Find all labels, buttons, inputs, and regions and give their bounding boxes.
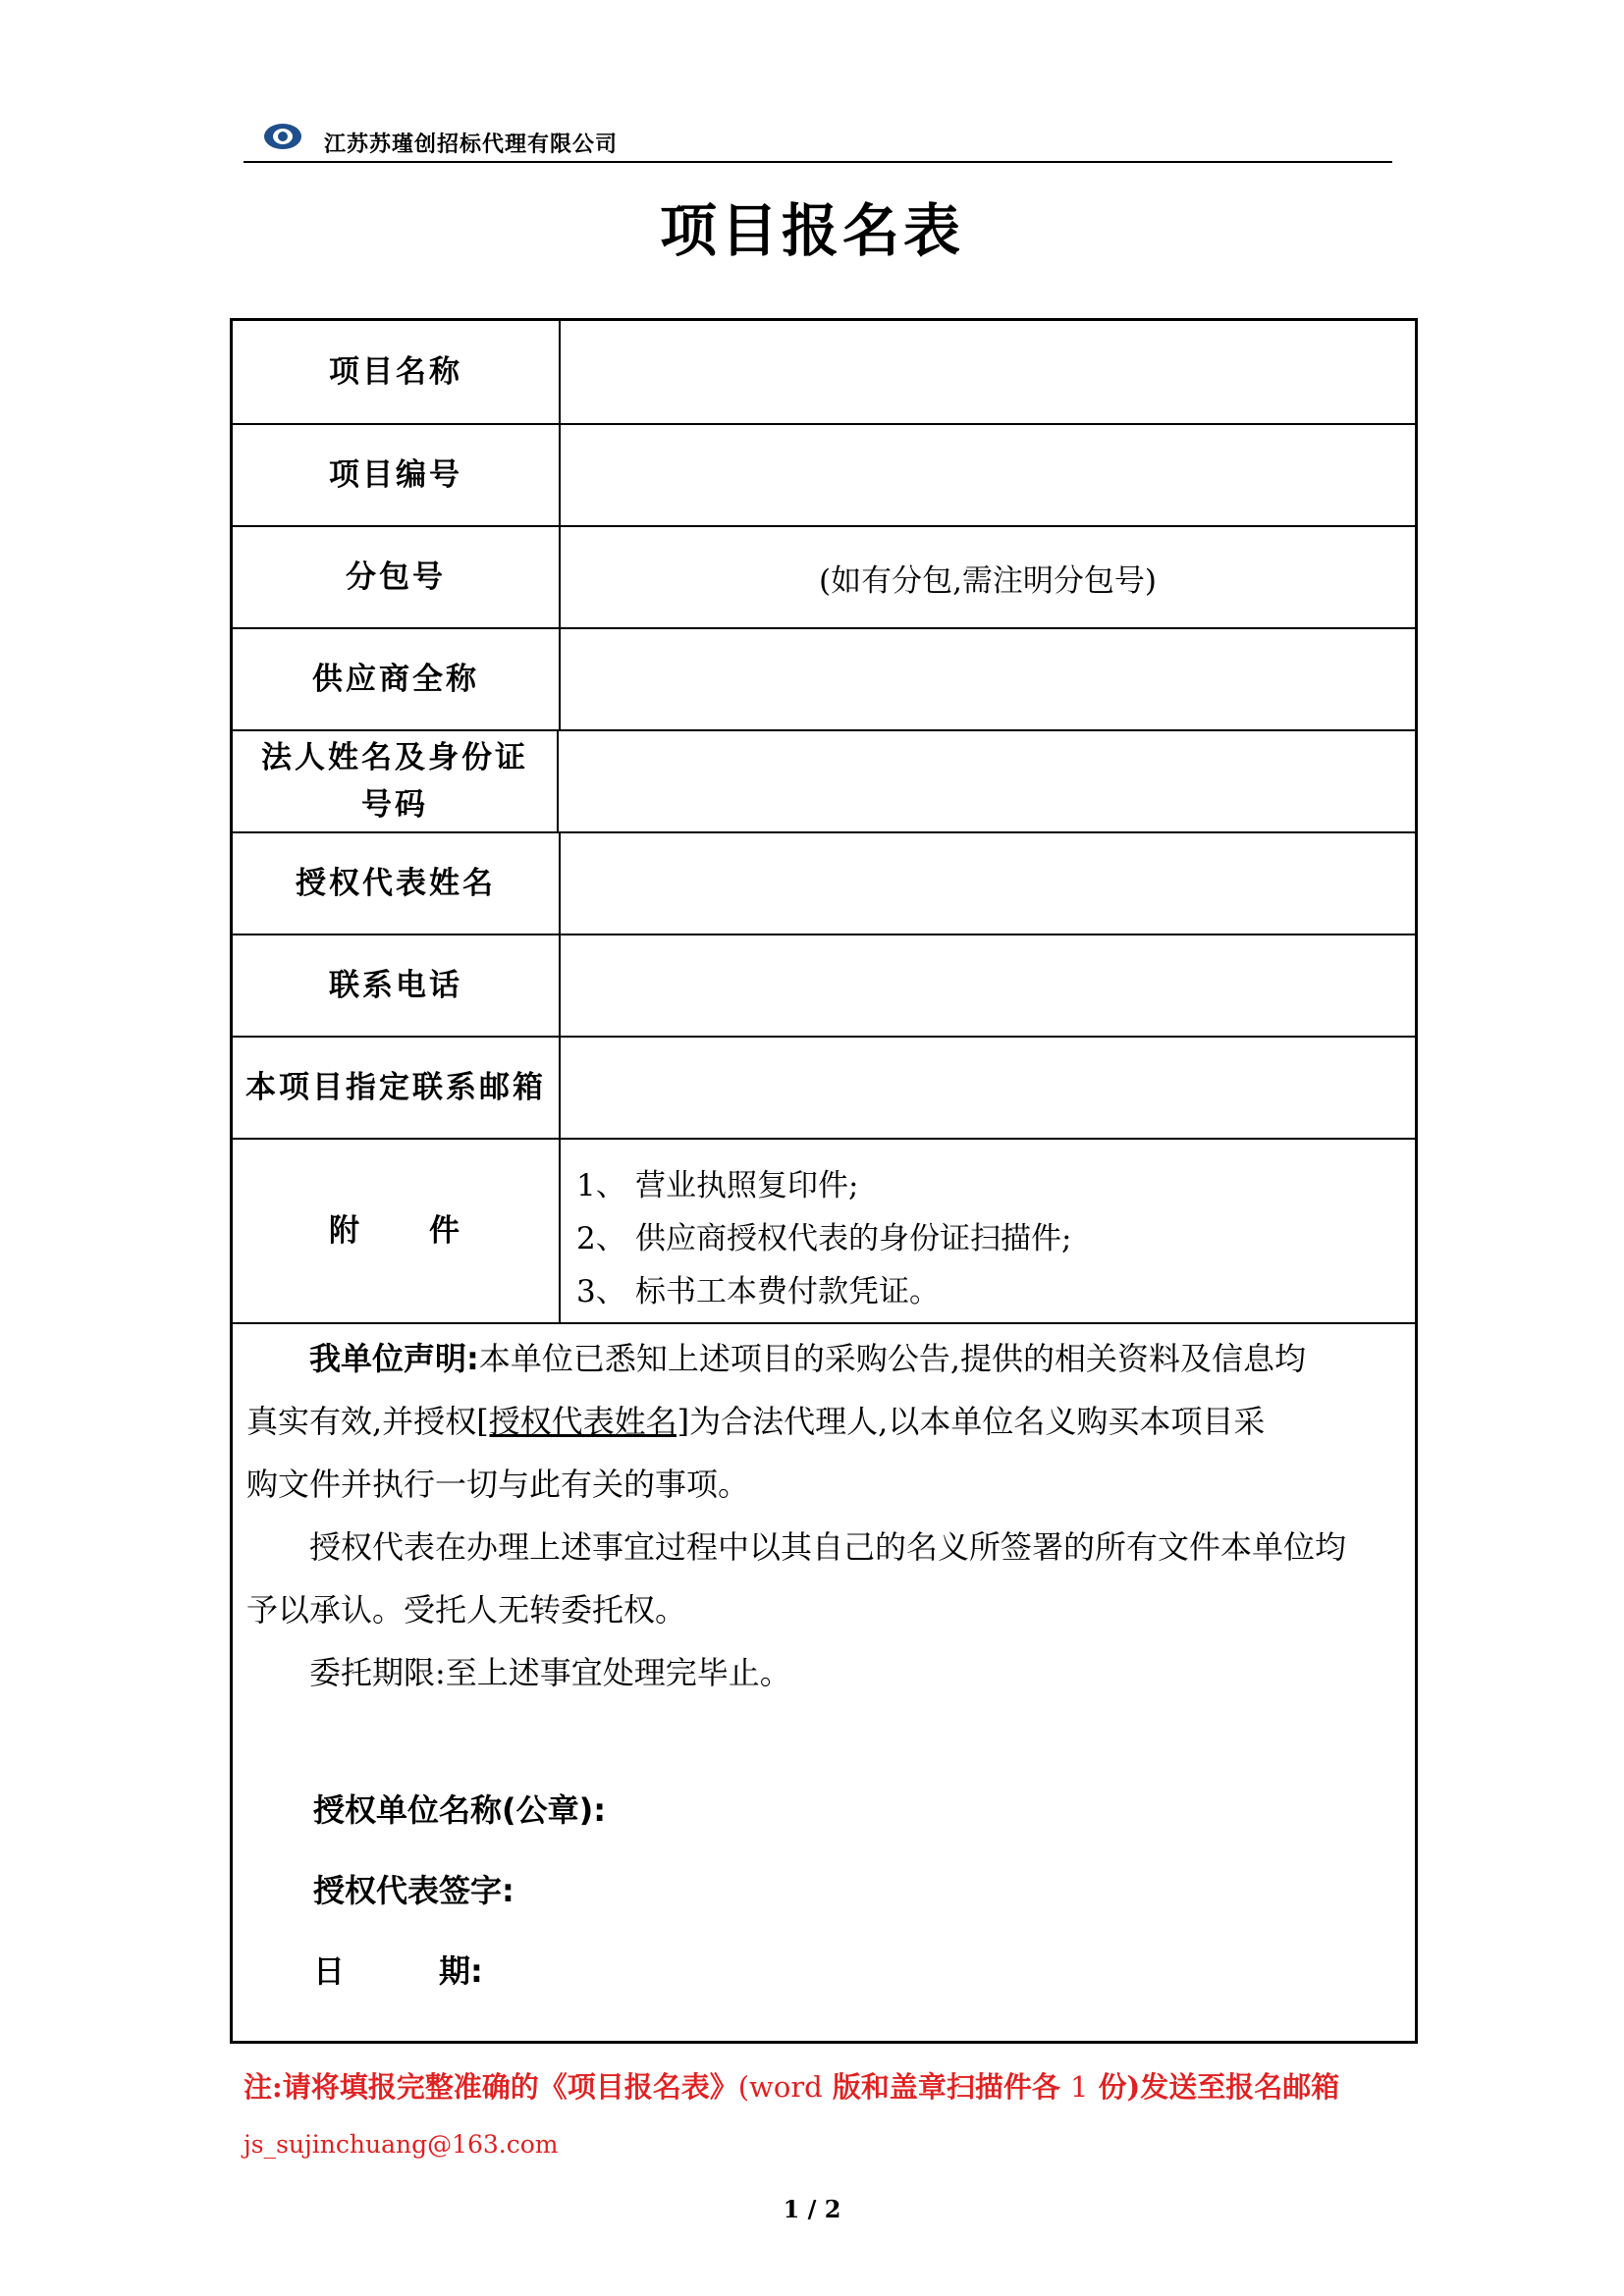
label-lot-number: 分包号 bbox=[233, 527, 561, 627]
row-authorized-rep bbox=[233, 833, 1415, 935]
field-authorized-rep[interactable] bbox=[561, 833, 1415, 934]
declaration-heading: 我单位声明: bbox=[309, 1340, 479, 1377]
page-header bbox=[244, 118, 1392, 165]
row-project-number bbox=[233, 425, 1415, 527]
submission-email-link[interactable]: js_sujinchuang@163.com bbox=[244, 2130, 559, 2159]
declaration-line-3: 购文件并执行一切与此有关的事项。 bbox=[246, 1466, 750, 1503]
declaration-line-1: 我单位声明:本单位已悉知上述项目的采购公告,提供的相关资料及信息均 bbox=[309, 1340, 1306, 1377]
field-lot-number[interactable]: (如有分包,需注明分包号) bbox=[818, 562, 1158, 599]
submission-note: 注:请将填报完整准确的《项目报名表》(word 版和盖章扫描件各 1 份)发送至报名邮箱 bbox=[244, 2070, 1340, 2104]
field-email[interactable] bbox=[561, 1038, 1415, 1138]
attachment-list bbox=[576, 1159, 1071, 1318]
label-phone: 联系电话 bbox=[233, 935, 561, 1036]
attachment-item: 2、 供应商授权代表的身份证扫描件; bbox=[576, 1221, 1072, 1256]
label-legal-rep-id: 法人姓名及身份证号码 bbox=[233, 731, 559, 831]
field-phone[interactable] bbox=[561, 935, 1415, 1036]
row-email bbox=[233, 1038, 1415, 1140]
header-divider bbox=[244, 161, 1392, 163]
declaration-para2-line2: 予以承认。受托人无转委托权。 bbox=[246, 1591, 687, 1629]
page-title: 项目报名表 bbox=[659, 197, 964, 264]
rep-name-placeholder[interactable]: [授权代表姓名] bbox=[476, 1403, 690, 1440]
row-legal-rep-id bbox=[233, 731, 1415, 833]
field-supplier-name[interactable] bbox=[561, 629, 1415, 729]
field-project-number[interactable] bbox=[561, 425, 1415, 525]
row-attachments bbox=[233, 1140, 1415, 1324]
signature-rep-label: 授权代表签字: bbox=[313, 1872, 514, 1909]
row-phone bbox=[233, 935, 1415, 1038]
declaration-line-2: 真实有效,并授权[授权代表姓名]为合法代理人,以本单位名义购买本项目采 bbox=[246, 1403, 1266, 1440]
label-project-name: 项目名称 bbox=[233, 321, 561, 423]
row-supplier-name bbox=[233, 629, 1415, 731]
signature-date-label: 日 期: bbox=[313, 1952, 483, 1990]
declaration-para3: 委托期限:至上述事宜处理完毕止。 bbox=[309, 1654, 791, 1691]
field-project-name[interactable] bbox=[561, 321, 1415, 423]
field-legal-rep-id[interactable] bbox=[561, 731, 1415, 831]
registration-form-table bbox=[230, 318, 1418, 2044]
page-number: 1 / 2 bbox=[783, 2195, 841, 2223]
label-authorized-rep: 授权代表姓名 bbox=[233, 833, 561, 934]
label-supplier-name: 供应商全称 bbox=[233, 629, 561, 729]
attachment-item: 1、 营业执照复印件; bbox=[576, 1168, 859, 1203]
company-logo-icon bbox=[263, 122, 302, 151]
signature-unit-label: 授权单位名称(公章): bbox=[313, 1791, 607, 1829]
company-name: 江苏苏瑾创招标代理有限公司 bbox=[324, 133, 619, 157]
row-project-name bbox=[233, 321, 1415, 425]
declaration-para2-line1: 授权代表在办理上述事宜过程中以其自己的名义所签署的所有文件本单位均 bbox=[309, 1528, 1347, 1566]
label-project-number: 项目编号 bbox=[233, 425, 561, 525]
label-attachments: 附 件 bbox=[233, 1140, 561, 1322]
label-email: 本项目指定联系邮箱 bbox=[233, 1038, 561, 1138]
attachment-item: 3、 标书工本费付款凭证。 bbox=[576, 1274, 940, 1309]
row-lot-number bbox=[233, 527, 1415, 629]
